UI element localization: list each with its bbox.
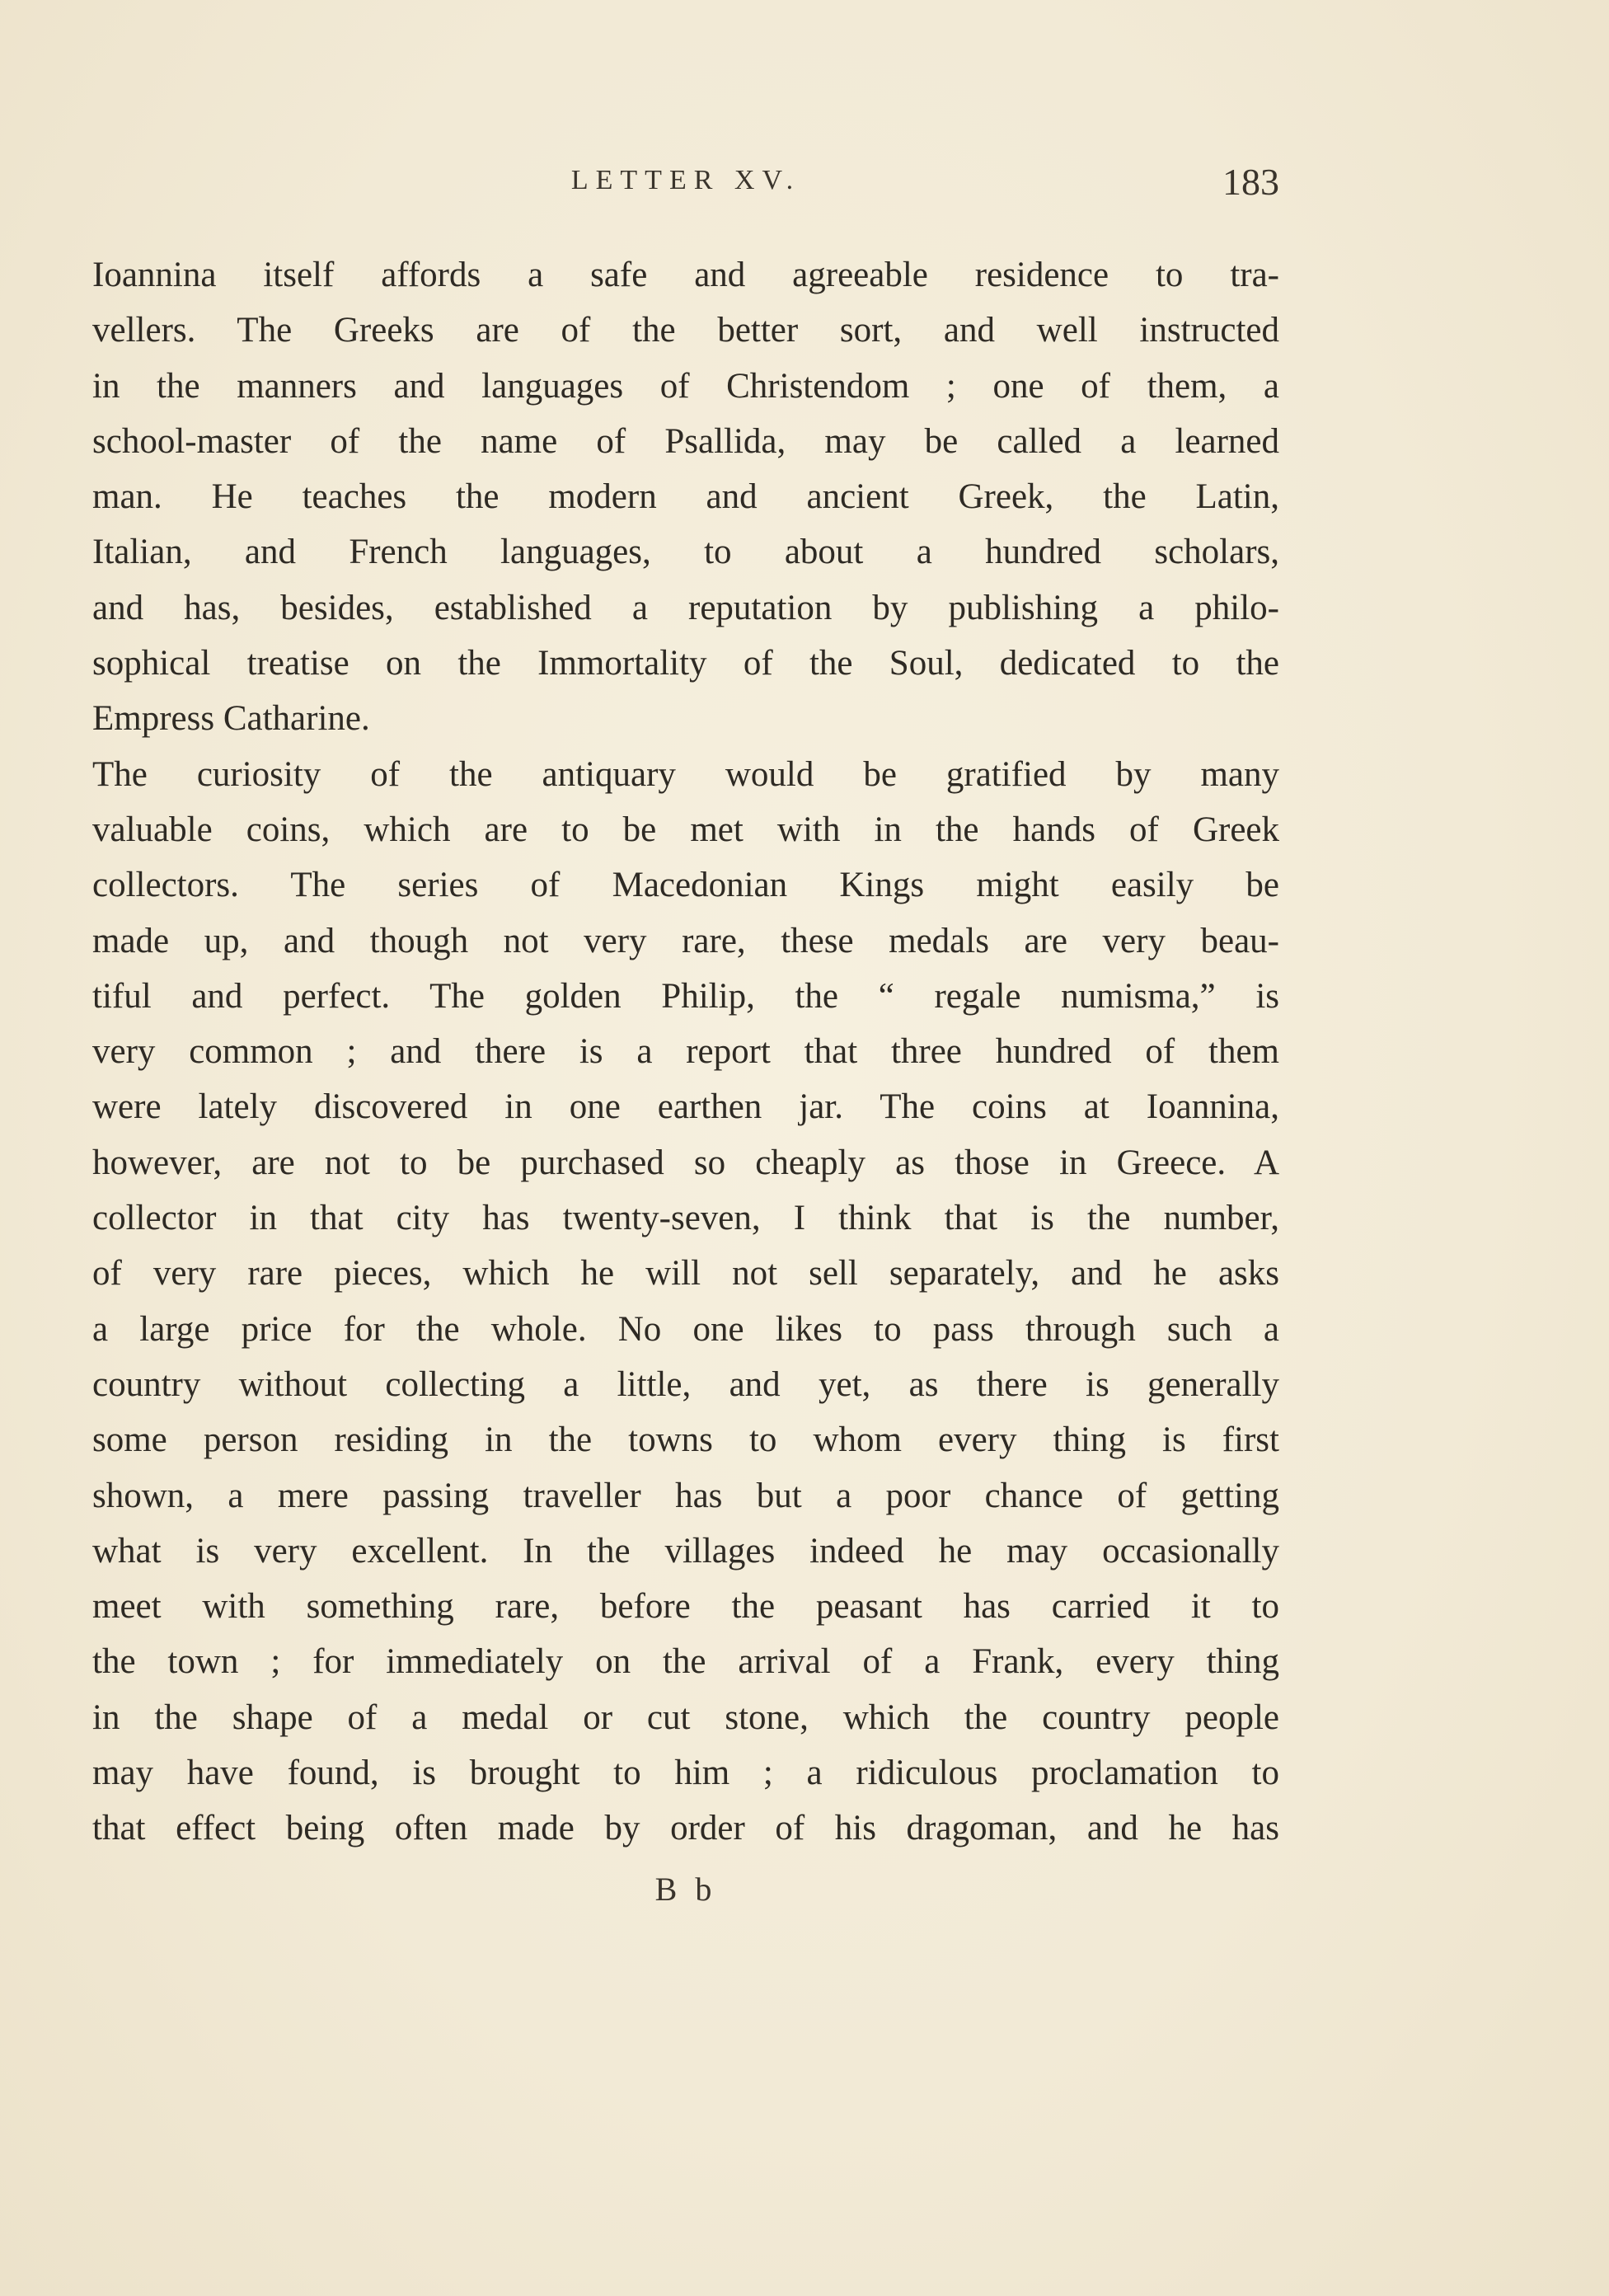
text-line: in the shape of a medal or cut stone, which the country people xyxy=(92,1697,1279,1737)
text-line: some person residing in the towns to whom every thing is first xyxy=(92,1420,1279,1460)
page-number: 183 xyxy=(1222,161,1279,203)
text-line: Ioannina itself affords a safe and agreeable residence to tra- xyxy=(92,256,1279,294)
text-line: country without collecting a little, and yet, as there is generally xyxy=(92,1364,1279,1404)
text-line: the town ; for immediately on the arrival of a Frank, every thing xyxy=(92,1642,1279,1682)
running-head xyxy=(92,161,1279,214)
text-line: very common ; and there is a report that three hundred of them xyxy=(92,1032,1279,1072)
text-line: that effect being often made by order of his dragoman, and he has xyxy=(92,1809,1279,1848)
text-line: shown, a mere passing traveller has but a poor chance of getting xyxy=(92,1476,1279,1515)
text-line: a large price for the whole. No one likes to pass through such a xyxy=(92,1309,1279,1349)
text-line: sophical treatise on the Immortality of the Soul, dedicated to the xyxy=(92,644,1279,683)
text-line: what is very excellent. In the villages indeed he may occasionally xyxy=(92,1531,1279,1571)
text-line: valuable coins, which are to be met with in the hands of Greek xyxy=(92,810,1279,849)
text-line: man. He teaches the modern and ancient Greek, the Latin, xyxy=(92,477,1279,517)
text-line: Italian, and French languages, to about a hundred scholars, xyxy=(92,533,1279,572)
text-line: vellers. The Greeks are of the better sort, and well instructed xyxy=(92,311,1279,350)
text-line: collectors. The series of Macedonian Kings might easily be xyxy=(92,866,1279,905)
text-line: and has, besides, established a reputation by publishing a philo- xyxy=(92,588,1279,627)
text-line: Empress Catharine. xyxy=(92,699,370,739)
text-line: meet with something rare, before the peasant has carried it to xyxy=(92,1587,1279,1627)
text-line: of very rare pieces, which he will not sell separately, and he asks xyxy=(92,1254,1279,1294)
text-line: may have found, is brought to him ; a ridiculous proclamation to xyxy=(92,1754,1279,1793)
body-text xyxy=(92,247,1279,1857)
text-line: school-master of the name of Psallida, may be called a learned xyxy=(92,421,1279,461)
running-title: LETTER XV. xyxy=(570,165,801,195)
text-line: The curiosity of the antiquary would be gratified by many xyxy=(92,754,1279,794)
text-line: made up, and though not very rare, these medals are very beau- xyxy=(92,921,1279,960)
signature-mark xyxy=(92,1870,1279,1909)
text-line: in the manners and languages of Christendom ; one of them, a xyxy=(92,366,1279,406)
text-line: tiful and perfect. The golden Philip, the “ regale numisma,” is xyxy=(92,976,1279,1016)
signature-text: B b xyxy=(654,1871,717,1908)
text-line: however, are not to be purchased so cheaply as those in Greece. A xyxy=(92,1143,1279,1182)
text-line: collector in that city has twenty-seven, I think that is the number, xyxy=(92,1199,1279,1238)
text-line: were lately discovered in one earthen jar. The coins at Ioannina, xyxy=(92,1087,1279,1127)
